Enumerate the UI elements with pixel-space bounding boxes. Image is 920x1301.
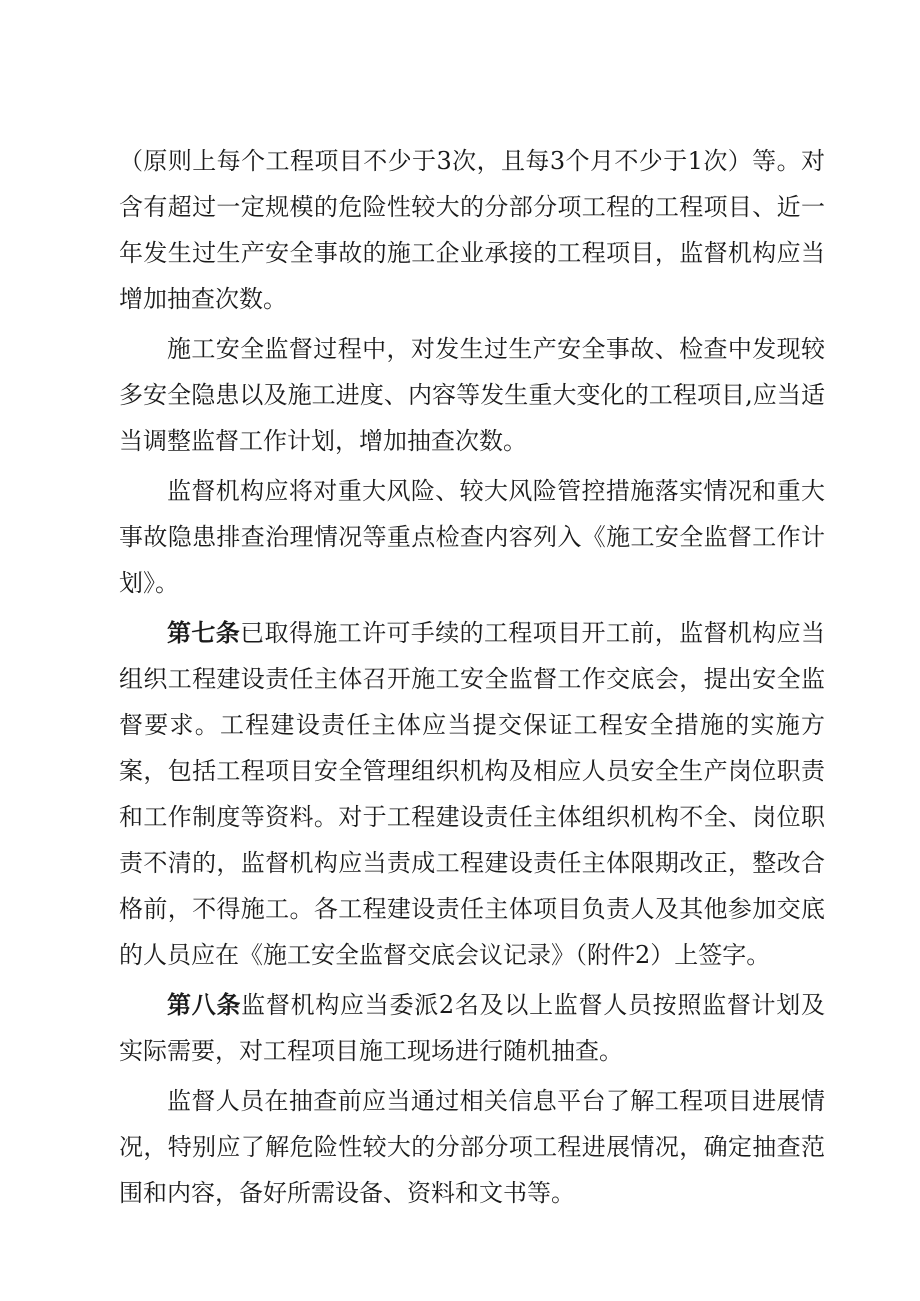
document-body — [119, 138, 825, 1220]
paragraph-plan-adjustment — [119, 326, 825, 464]
paragraph-text: （原则上每个工程项目不少于3次，且每3个月不少于1次）等。对含有超过一定规模的危险性较大的分部分项工程的工程项目、近一年发生过生产安全事故的施工企业承接的工程项目，监督机构应当增加抽查次数。 — [119, 147, 825, 313]
article-number: 第八条 — [167, 991, 242, 1019]
paragraph-text: 监督机构应将对重大风险、较大风险管控措施落实情况和重大事故隐患排查治理情况等重点检查内容列入《施工安全监督工作计划》。 — [119, 477, 825, 597]
article-7 — [119, 610, 825, 978]
article-number: 第七条 — [167, 619, 241, 647]
paragraph-text: 监督人员在抽查前应当通过相关信息平台了解工程项目进展情况，特别应了解危险性较大的分部分项工程进展情况，确定抽查范围和内容，备好所需设备、资料和文书等。 — [119, 1087, 825, 1207]
paragraph-text: 监督机构应当委派2名及以上监督人员按照监督计划及实际需要，对工程项目施工现场进行随机抽查。 — [119, 991, 825, 1065]
paragraph-key-inspection-items — [119, 468, 825, 606]
paragraph-text: 已取得施工许可手续的工程项目开工前，监督机构应当组织工程建设责任主体召开施工安全监督工作交底会，提出安全监督要求。工程建设责任主体应当提交保证工程安全措施的实施方案，包括工程项目安全管理组织机构及相应人员安全生产岗位职责和工作制度等资料。对于工程建设责任主体组织机构不全、岗位职责不清的，监督机构应当责成工程建设责任主体限期改正，整改合格前，不得施工。各工程建设责任主体项目负责人及其他参加交底的人员应在《施工安全监督交底会议记录》（附件2）上签字。 — [119, 619, 826, 969]
article-8 — [119, 982, 825, 1074]
paragraph-pre-inspection-prep — [119, 1078, 825, 1216]
paragraph-inspection-frequency — [119, 138, 825, 322]
paragraph-text: 施工安全监督过程中，对发生过生产安全事故、检查中发现较多安全隐患以及施工进度、内容等发生重大变化的工程项目,应当适当调整监督工作计划，增加抽查次数。 — [119, 335, 825, 455]
